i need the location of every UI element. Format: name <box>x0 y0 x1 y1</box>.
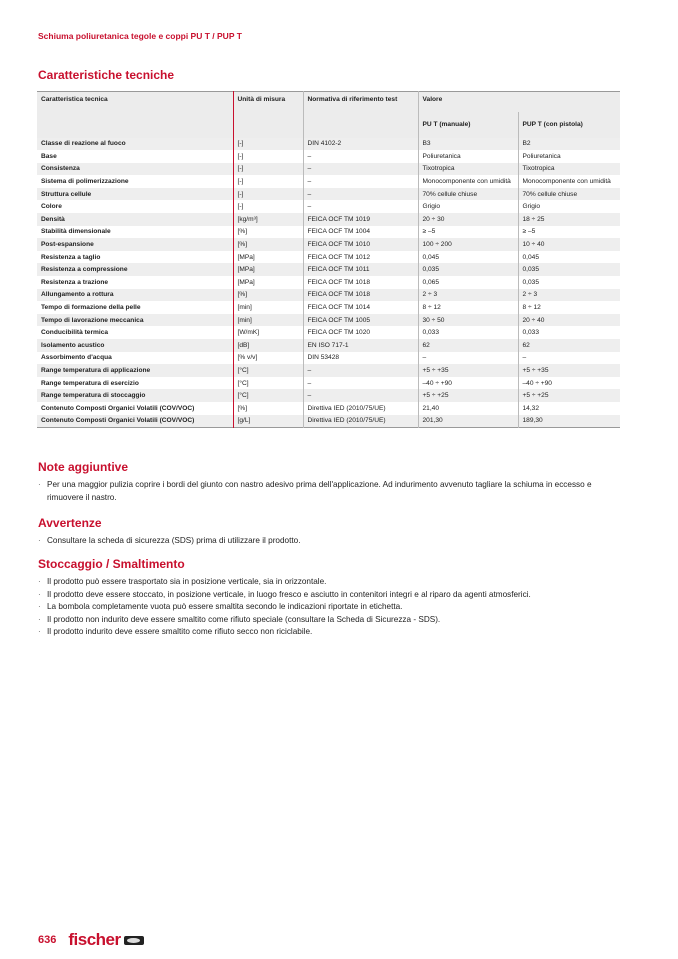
cell-unit: [MPa] <box>233 263 303 276</box>
storage-section <box>38 557 531 639</box>
col-standard: Normativa di riferimento test <box>303 92 418 138</box>
notes-section <box>38 460 598 504</box>
cell-standard: FEICA OCF TM 1005 <box>303 314 418 327</box>
cell-put: +5 ÷ +35 <box>418 364 518 377</box>
cell-put: 30 ÷ 50 <box>418 314 518 327</box>
cell-standard: EN ISO 717-1 <box>303 339 418 352</box>
cell-put: B3 <box>418 138 518 151</box>
list-item: · La bombola completamente vuota può essere smaltita secondo le indicazioni riportate in etichetta. <box>38 601 531 614</box>
cell-unit: [MPa] <box>233 251 303 264</box>
table-row <box>37 238 620 251</box>
cell-standard: Direttiva IED (2010/75/UE) <box>303 415 418 428</box>
cell-put: 70% cellule chiuse <box>418 188 518 201</box>
cell-pupt: – <box>522 354 527 362</box>
table-row <box>37 314 620 327</box>
table-row <box>37 138 620 151</box>
cell-put: 20 ÷ 30 <box>418 213 518 226</box>
brand-name: fischer <box>68 930 121 949</box>
cell-unit: [%] <box>233 289 303 302</box>
cell-feature: Colore <box>37 200 233 213</box>
cell-feature: Densità <box>37 213 233 226</box>
cell-put: ≥ –5 <box>418 226 518 239</box>
cell-feature: Struttura cellule <box>37 188 233 201</box>
cell-put: 0,065 <box>418 276 518 289</box>
cell-pupt: 14,32 <box>522 404 540 412</box>
list-item: · Il prodotto deve essere stoccato, in posizione verticale, in luogo fresco e asciutto in contenitori integri e al riparo da agenti atmosferici. <box>38 589 531 602</box>
table-row <box>37 188 620 201</box>
specs-table <box>37 91 620 428</box>
cell-pupt: –40 ÷ +90 <box>522 379 552 387</box>
cell-standard: – <box>303 188 418 201</box>
cell-pupt: 62 <box>518 339 620 352</box>
cell-unit: [MPa] <box>233 276 303 289</box>
cell-standard: – <box>303 389 418 402</box>
cell-standard: DIN 53428 <box>303 352 418 365</box>
cell-unit: [min] <box>233 301 303 314</box>
cell-put: 0,035 <box>418 263 518 276</box>
table-row <box>37 377 620 390</box>
cell-standard: FEICA OCF TM 1018 <box>303 276 418 289</box>
footer <box>38 930 144 950</box>
cell-pupt: Monocomponente con umidità <box>522 178 611 186</box>
cell-standard: – <box>303 364 418 377</box>
cell-standard: FEICA OCF TM 1018 <box>303 289 418 302</box>
cell-feature: Resistenza a taglio <box>37 251 233 264</box>
cell-pupt: 20 ÷ 40 <box>518 314 620 327</box>
cell-feature: Classe di reazione al fuoco <box>37 138 233 151</box>
cell-feature: Range temperatura di applicazione <box>37 364 233 377</box>
cell-put: 201,30 <box>418 415 518 428</box>
cell-standard: FEICA OCF TM 1012 <box>303 251 418 264</box>
notes-title: Note aggiuntive <box>38 460 129 474</box>
cell-pupt: 0,035 <box>518 263 620 276</box>
table-row <box>37 339 620 352</box>
cell-put: Monocomponente con umidità <box>418 175 518 188</box>
table-row <box>37 289 620 302</box>
cell-standard: FEICA OCF TM 1011 <box>303 263 418 276</box>
fish-logo-icon <box>124 936 144 945</box>
table-row <box>37 175 620 188</box>
table-row <box>37 402 620 415</box>
cell-pupt: Grigio <box>522 203 541 211</box>
cell-unit: [°C] <box>233 389 303 402</box>
cell-standard: FEICA OCF TM 1010 <box>303 238 418 251</box>
cell-unit: [dB] <box>233 339 303 352</box>
cell-unit: [-] <box>233 138 303 151</box>
list-item: · Il prodotto può essere trasportato sia in posizione verticale, sia in orizzontale. <box>38 576 531 589</box>
brand-logo <box>68 930 143 950</box>
running-title: Schiuma poliuretanica tegole e coppi PU T / PUP T <box>38 31 242 41</box>
table-row <box>37 150 620 163</box>
cell-put: 0,033 <box>418 326 518 339</box>
table-row <box>37 326 620 339</box>
cell-feature: Resistenza a compressione <box>37 263 233 276</box>
cell-standard: FEICA OCF TM 1019 <box>303 213 418 226</box>
table-row <box>37 163 620 176</box>
table-row <box>37 364 620 377</box>
col-feature: Caratteristica tecnica <box>37 92 233 138</box>
cell-pupt: Tixotropica <box>518 163 620 176</box>
list-item: · Il prodotto indurito deve essere smaltito come rifiuto secco non riciclabile. <box>38 626 531 639</box>
cell-feature: Post-espansione <box>37 238 233 251</box>
col-value: Valore <box>418 92 620 112</box>
cell-unit: [%] <box>233 402 303 415</box>
list-item: · Il prodotto non indurito deve essere smaltito come rifiuto speciale (consultare la Scheda di Sicurezza - SDS). <box>38 614 531 627</box>
cell-unit: [kg/m³] <box>233 213 303 226</box>
cell-standard: – <box>303 200 418 213</box>
cell-feature: Allungamento a rottura <box>37 289 233 302</box>
cell-put: 2 ÷ 3 <box>418 289 518 302</box>
cell-unit: [W/mK] <box>233 326 303 339</box>
cell-feature: Assorbimento d'acqua <box>37 352 233 365</box>
cell-feature: Contenuto Composti Organici Volatili (COV/VOC) <box>37 415 233 428</box>
col-unit: Unità di misura <box>233 92 303 138</box>
cell-pupt: +5 ÷ +35 <box>518 364 620 377</box>
cell-feature: Stabilità dimensionale <box>37 226 233 239</box>
cell-feature: Range temperatura di esercizio <box>37 377 233 390</box>
specs-title: Caratteristiche tecniche <box>38 68 175 82</box>
cell-pupt: 0,045 <box>522 253 540 261</box>
warnings-title: Avvertenze <box>38 516 102 530</box>
cell-put: – <box>418 352 518 365</box>
cell-put: +5 ÷ +25 <box>418 389 518 402</box>
cell-put: Tixotropica <box>418 163 518 176</box>
cell-standard: – <box>303 150 418 163</box>
cell-put: 0,045 <box>418 251 518 264</box>
cell-pupt: 70% cellule chiuse <box>518 188 620 201</box>
cell-standard: FEICA OCF TM 1014 <box>303 301 418 314</box>
cell-unit: [-] <box>233 188 303 201</box>
cell-feature: Contenuto Composti Organici Volatili (COV/VOC) <box>37 402 233 415</box>
cell-unit: [% v/v] <box>233 352 303 365</box>
warnings-section <box>38 516 300 548</box>
table-row <box>37 213 620 226</box>
cell-unit: [%] <box>233 226 303 239</box>
table-row <box>37 263 620 276</box>
cell-put: Poliuretanica <box>418 150 518 163</box>
cell-put: Grigio <box>418 200 518 213</box>
cell-feature: Sistema di polimerizzazione <box>37 175 233 188</box>
cell-put: –40 ÷ +90 <box>418 377 518 390</box>
col-pupt: PUP T (con pistola) <box>518 112 620 138</box>
cell-pupt: ≥ –5 <box>522 228 536 236</box>
table-row <box>37 352 620 365</box>
cell-unit: [-] <box>233 163 303 176</box>
cell-standard: – <box>303 377 418 390</box>
cell-unit: [min] <box>233 314 303 327</box>
cell-pupt: 0,033 <box>522 329 540 337</box>
col-put: PU T (manuale) <box>418 112 518 138</box>
cell-feature: Conducibilità termica <box>37 326 233 339</box>
storage-title: Stoccaggio / Smaltimento <box>38 557 185 571</box>
cell-standard: – <box>303 163 418 176</box>
cell-unit: [-] <box>233 175 303 188</box>
cell-unit: [%] <box>233 238 303 251</box>
table-header-row <box>37 92 620 112</box>
cell-feature: Tempo di formazione della pelle <box>37 301 233 314</box>
cell-unit: [-] <box>233 150 303 163</box>
list-item: · Per una maggior pulizia coprire i bordi del giunto con nastro adesivo prima dell'applicazione. Ad indurimento avvenuto tagliare la schiuma in eccesso e rimuovere il nastro. <box>38 479 598 504</box>
cell-put: 21,40 <box>418 402 518 415</box>
cell-pupt: 10 ÷ 40 <box>518 238 620 251</box>
table-row <box>37 226 620 239</box>
cell-put: 8 ÷ 12 <box>418 301 518 314</box>
cell-pupt: 0,035 <box>522 278 540 286</box>
cell-unit: [°C] <box>233 377 303 390</box>
cell-pupt: 18 ÷ 25 <box>518 213 620 226</box>
cell-pupt: B2 <box>518 138 620 151</box>
cell-standard: Direttiva IED (2010/75/UE) <box>303 402 418 415</box>
cell-unit: [-] <box>233 200 303 213</box>
cell-put: 62 <box>418 339 518 352</box>
cell-put: 100 ÷ 200 <box>418 238 518 251</box>
cell-feature: Consistenza <box>37 163 233 176</box>
cell-standard: FEICA OCF TM 1020 <box>303 326 418 339</box>
cell-feature: Range temperatura di stoccaggio <box>37 389 233 402</box>
cell-pupt: 2 ÷ 3 <box>518 289 620 302</box>
cell-standard: DIN 4102-2 <box>303 138 418 151</box>
cell-feature: Isolamento acustico <box>37 339 233 352</box>
cell-pupt: Poliuretanica <box>522 152 561 160</box>
cell-standard: FEICA OCF TM 1004 <box>303 226 418 239</box>
table-row <box>37 276 620 289</box>
cell-feature: Resistenza a trazione <box>37 276 233 289</box>
cell-unit: [°C] <box>233 364 303 377</box>
list-item: · Consultare la scheda di sicurezza (SDS) prima di utilizzare il prodotto. <box>38 535 300 548</box>
table-row <box>37 200 620 213</box>
cell-pupt: 8 ÷ 12 <box>522 304 541 312</box>
page-number: 636 <box>38 934 57 946</box>
cell-pupt: 189,30 <box>518 415 620 428</box>
cell-feature: Base <box>37 150 233 163</box>
cell-feature: Tempo di lavorazione meccanica <box>37 314 233 327</box>
table-row <box>37 389 620 402</box>
table-row <box>37 301 620 314</box>
table-row <box>37 251 620 264</box>
cell-unit: [g/L] <box>233 415 303 428</box>
table-row <box>37 415 620 428</box>
cell-standard: – <box>303 175 418 188</box>
cell-pupt: +5 ÷ +25 <box>518 389 620 402</box>
